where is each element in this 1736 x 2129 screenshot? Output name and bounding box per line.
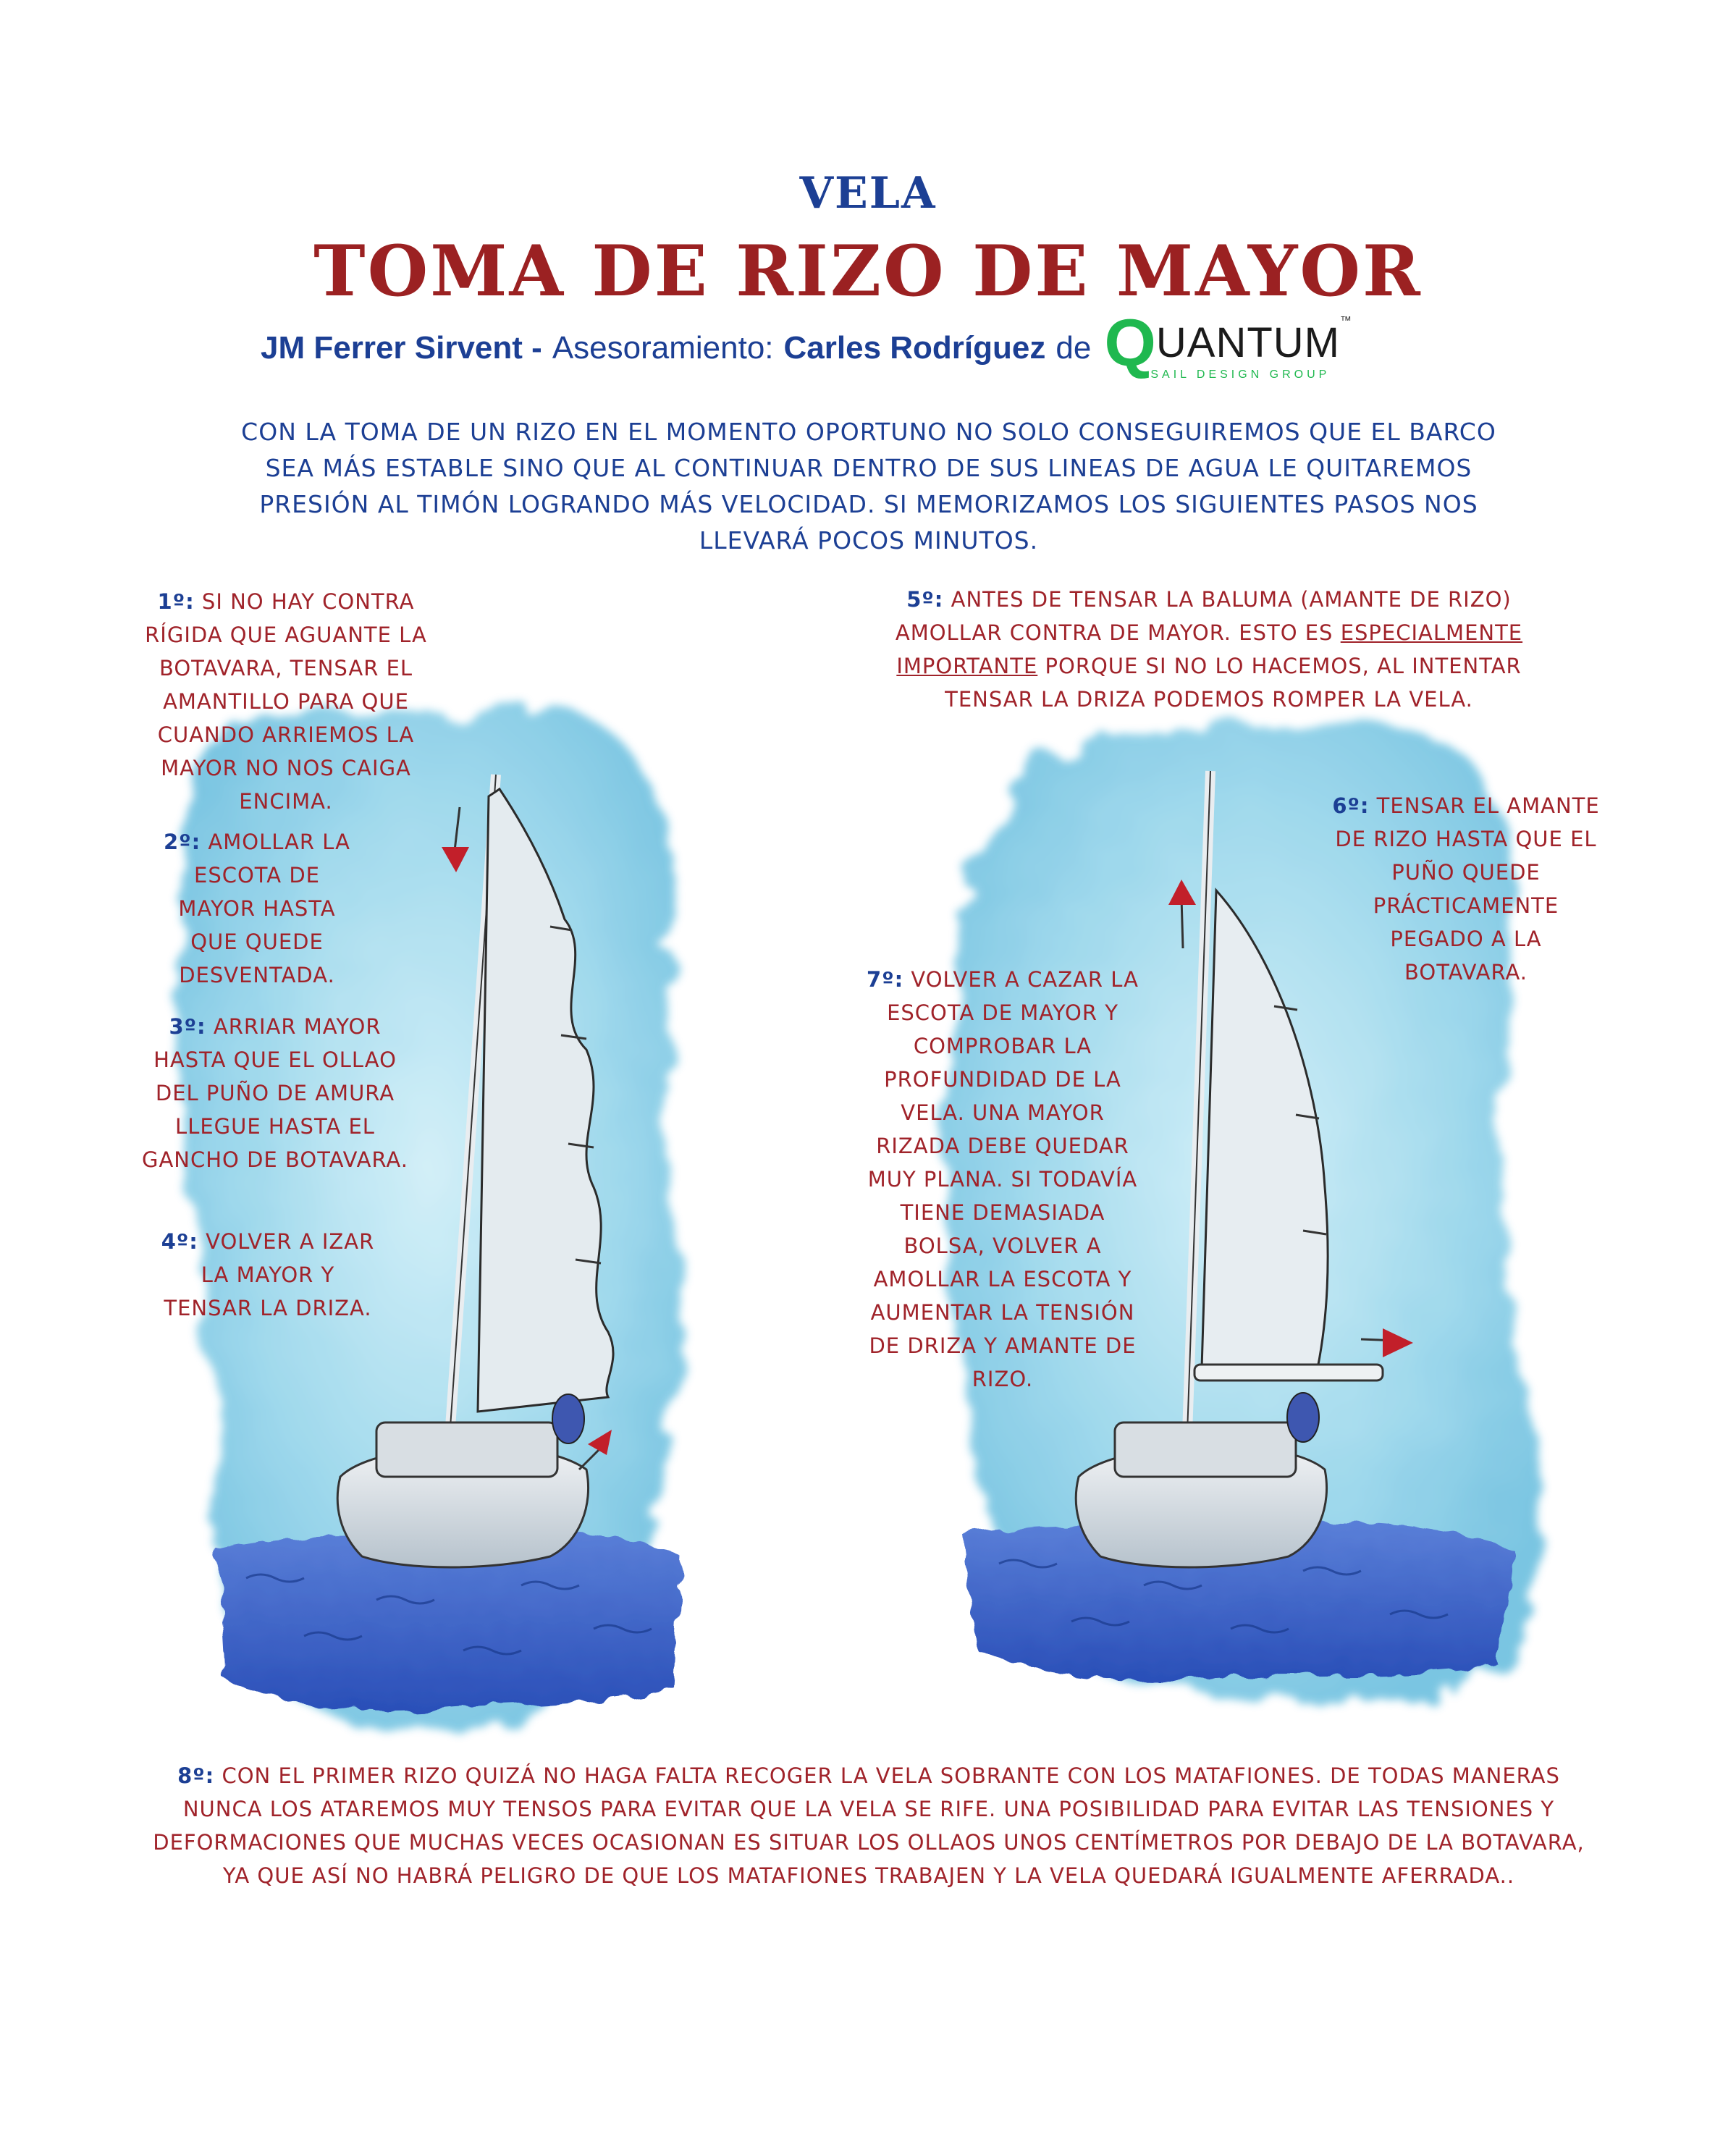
right-boom: [1194, 1365, 1383, 1380]
step-8-text: CON EL PRIMER RIZO QUIZÁ NO HAGA FALTA RECOGER LA VELA SOBRANTE CON LOS MATAFIONES. DE TODAS MANERAS NUNCA LOS ATAREMOS MUY TENSOS PARA EVITAR QUE LA VELA SE RIFE. UNA POSIBILIDAD PARA EVITAR LAS TENSIONES Y DEFORMACIONES QUE MUCHAS VECES OCASIONAN ES SITUAR LOS OLLAOS UNOS CENTÍMETROS POR DEBAJO DE LA BOTAVARA, YA QUE ASÍ NO HABRÁ PELIGRO DE QUE LOS MATAFIONES TRABAJEN Y LA VELA QUEDARÁ IGUALMENTE AFERRADA..: [153, 1763, 1585, 1888]
step-2: [159, 825, 355, 992]
advisor-of: de: [1055, 330, 1092, 366]
step-1-number: 1º:: [157, 589, 195, 614]
step-3-text: ARRIAR MAYOR HASTA QUE EL OLLAO DEL PUÑO DE AMURA LLEGUE HASTA EL GANCHO DE BOTAVARA.: [142, 1014, 408, 1172]
intro-paragraph: CON LA TOMA DE UN RIZO EN EL MOMENTO OPORTUNO NO SOLO CONSEGUIREMOS QUE EL BARCO SEA MÁS ESTABLE SINO QUE AL CONTINUAR DENTRO DE SUS LINEAS DE AGUA LE QUITAREMOS PRESIÓN AL TIMÓN LOGRANDO MÁS VELOCIDAD. SI MEMORIZAMOS LOS SIGUIENTES PASOS NOS LLEVARÁ POCOS MINUTOS.: [241, 418, 1496, 555]
trademark-mark: ™: [1340, 315, 1352, 327]
step-7: [861, 963, 1144, 1396]
step-6: [1328, 789, 1604, 989]
step-2-number: 2º:: [164, 830, 201, 854]
step-5-emphasis: ESPECIALMENTE IMPORTANTE: [896, 620, 1523, 678]
step-2-text: AMOLLAR LA ESCOTA DE MAYOR HASTA QUE QUEDE DESVENTADA.: [178, 830, 350, 987]
step-4-number: 4º:: [161, 1229, 198, 1254]
step-3-number: 3º:: [169, 1014, 206, 1039]
quantum-logo: [1104, 306, 1352, 381]
step-3: [141, 1010, 409, 1176]
step-4-text: VOLVER A IZAR LA MAYOR Y TENSAR LA DRIZA.: [164, 1229, 375, 1320]
page-title: TOMA DE RIZO DE MAYOR: [313, 230, 1423, 312]
step-8: [152, 1759, 1585, 1892]
section-kicker: VELA: [799, 168, 937, 219]
step-5-number: 5º:: [906, 587, 944, 612]
step-5: [890, 583, 1528, 716]
step-1-text: SI NO HAY CONTRA RÍGIDA QUE AGUANTE LA BOTAVARA, TENSAR EL AMANTILLO PARA QUE CUANDO ARRIEMOS LA MAYOR NO NOS CAIGA ENCIMA.: [145, 589, 427, 814]
step-6-text: TENSAR EL AMANTE DE RIZO HASTA QUE EL PUÑO QUEDE PRÁCTICAMENTE PEGADO A LA BOTAVARA.: [1335, 793, 1600, 985]
author-name: JM Ferrer Sirvent -: [261, 330, 542, 366]
step-5-text-a: ANTES DE TENSAR LA BALUMA (AMANTE DE RIZO) AMOLLAR CONTRA DE MAYOR. ESTO ES: [895, 587, 1512, 645]
step-5-text-b: PORQUE SI NO LO HACEMOS, AL INTENTAR TENSAR LA DRIZA PODEMOS ROMPER LA VELA.: [945, 654, 1522, 712]
step-6-number: 6º:: [1332, 793, 1370, 818]
step-7-text: VOLVER A CAZAR LA ESCOTA DE MAYOR Y COMPROBAR LA PROFUNDIDAD DE LA VELA. UNA MAYOR RIZADA DEBE QUEDAR MUY PLANA. SI TODAVÍA TIENE DEMASIADA BOLSA, VOLVER A AMOLLAR LA ESCOTA Y AUMENTAR LA TENSIÓN DE DRIZA Y AMANTE DE RIZO.: [867, 967, 1139, 1391]
quantum-logo-tagline: SAIL DESIGN GROUP: [1150, 368, 1331, 381]
advisor-name: Carles Rodríguez: [783, 330, 1046, 366]
credits-line: [261, 306, 1352, 381]
step-7-number: 7º:: [867, 967, 904, 992]
quantum-logo-word: UANTUM: [1155, 319, 1340, 366]
quantum-logo-mark: Q: [1104, 306, 1156, 380]
step-8-number: 8º:: [177, 1763, 215, 1788]
advice-label: Asesoramiento:: [552, 330, 774, 366]
step-1: [116, 585, 456, 818]
step-4: [159, 1225, 376, 1325]
